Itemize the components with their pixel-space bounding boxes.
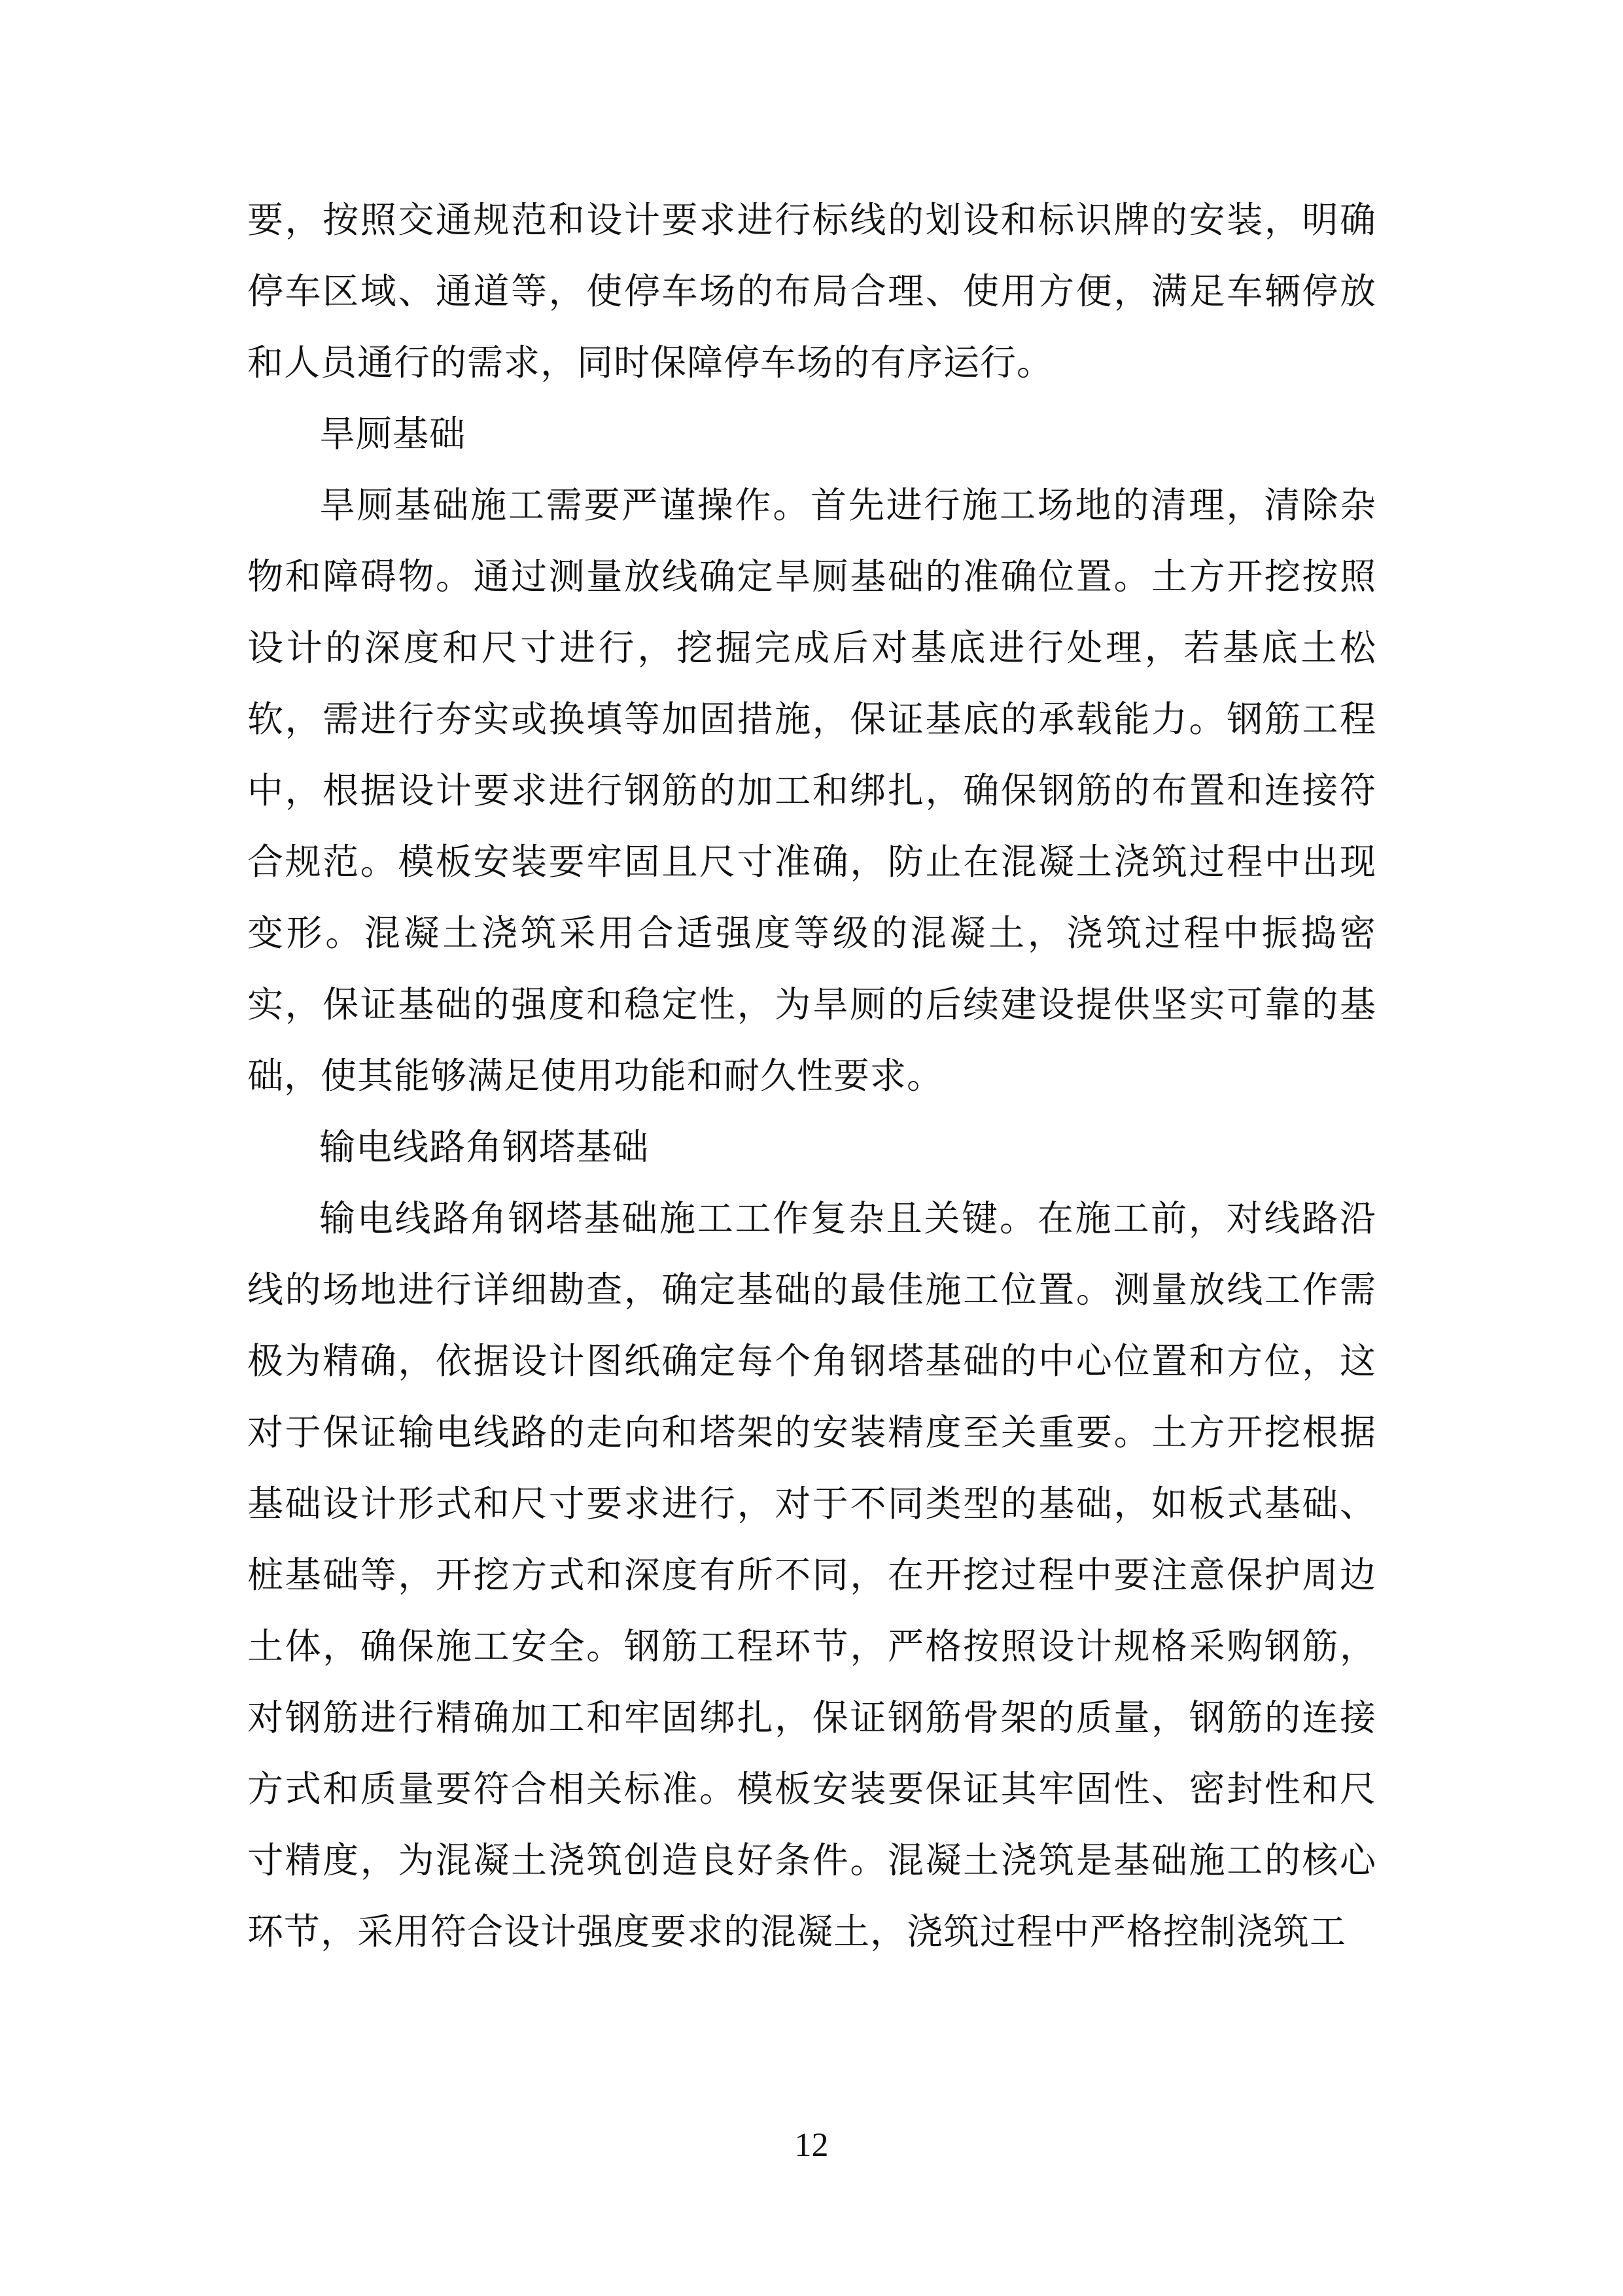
paragraph-angle-steel-tower-foundation: 输电线路角钢塔基础施工工作复杂且关键。在施工前，对线路沿线的场地进行详细勘查，确定基础的最佳施工位置。测量放线工作需极为精确，依据设计图纸确定每个角钢塔基础的中心位置和方位，这对于保证输电线路的走向和塔架的安装精度至关重要。土方开挖根据基础设计形式和尺寸要求进行，对于不同类型的基础，如板式基础、桩基础等，开挖方式和深度有所不同，在开挖过程中要注意保护周边土体，确保施工安全。钢筋工程环节，严格按照设计规格采购钢筋，对钢筋进行精确加工和牢固绑扎，保证钢筋骨架的质量，钢筋的连接方式和质量要符合相关标准。模板安装要保证其牢固性、密封性和尺寸精度，为混凝土浇筑创造良好条件。混凝土浇筑是基础施工的核心环节，采用符合设计强度要求的混凝土，浇筑过程中严格控制浇筑工: [247, 1197, 1376, 1952]
paragraph-dry-toilet-foundation: 旱厕基础施工需要严谨操作。首先进行施工场地的清理，清除杂物和障碍物。通过测量放线确定旱厕基础的准确位置。土方开挖按照设计的深度和尺寸进行，挖掘完成后对基底进行处理，若基底土松软，需进行夯实或换填等加固措施，保证基底的承载能力。钢筋工程中，根据设计要求进行钢筋的加工和绑扎，确保钢筋的布置和连接符合规范。模板安装要牢固且尺寸准确，防止在混凝土浇筑过程中出现变形。混凝土浇筑采用合适强度等级的混凝土，浇筑过程中振捣密实，保证基础的强度和稳定性，为旱厕的后续建设提供坚实可靠的基础，使其能够满足使用功能和耐久性要求。: [247, 484, 1376, 1097]
heading-dry-toilet-foundation: 旱厕基础: [319, 413, 466, 455]
paragraph-parking-continuation: 要，按照交通规范和设计要求进行标线的划设和标识牌的安装，明确停车区域、通道等，使停车场的布局合理、使用方便，满足车辆停放和人员通行的需求，同时保障停车场的有序运行。: [247, 199, 1376, 383]
body-text: [247, 185, 1376, 1968]
heading-angle-steel-tower-foundation: 输电线路角钢塔基础: [319, 1126, 650, 1168]
page-number: 12: [794, 2127, 829, 2164]
